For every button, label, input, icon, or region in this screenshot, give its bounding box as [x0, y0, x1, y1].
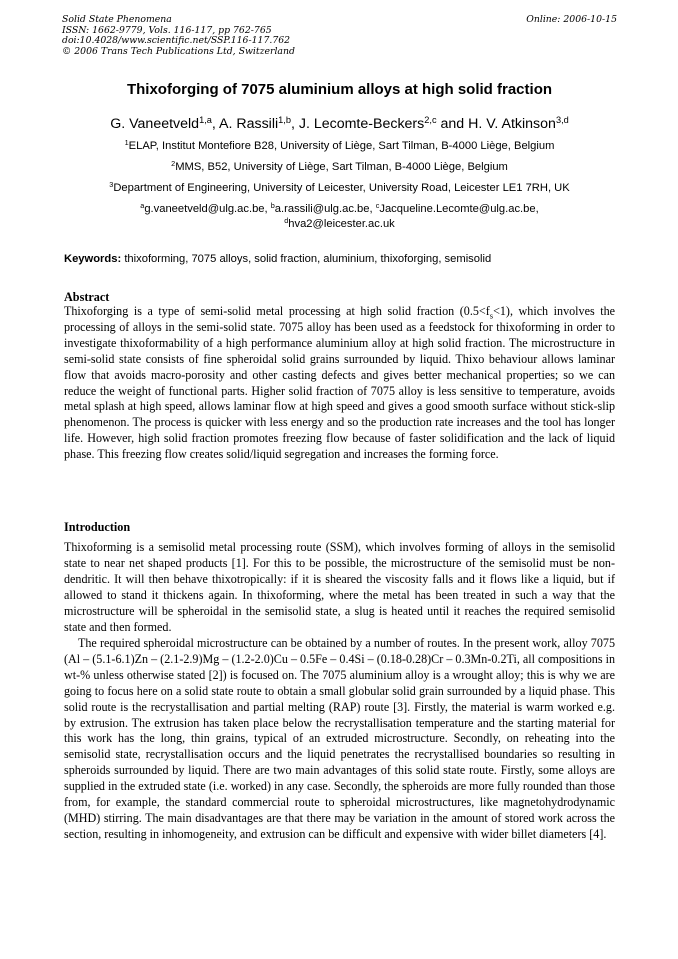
journal-name: Solid State Phenomena	[62, 14, 172, 25]
paper-title: Thixoforging of 7075 aluminium alloys at high solid fraction	[126, 81, 553, 98]
keywords-label: Keywords:	[64, 253, 122, 265]
keywords-line	[64, 252, 617, 266]
fs-subscript: s	[489, 310, 494, 321]
email-address[interactable]: g.vaneetveld@ulg.ac.be,	[144, 203, 271, 215]
email-address[interactable]: Jacqueline.Lecomte@ulg.ac.be,	[379, 203, 539, 215]
email-address[interactable]: a.rassili@ulg.ac.be,	[274, 203, 376, 215]
introduction-heading: Introduction	[64, 520, 131, 534]
author-superscript: 3,d	[555, 114, 569, 125]
abstract-heading: Abstract	[64, 290, 110, 304]
affiliation-text: ELAP, Institut Montefiore B28, University of Liège, Sart Tilman, B-4000 Liège, Belgium	[128, 140, 555, 152]
author-separator: and	[436, 116, 469, 132]
author-separator: ,	[290, 116, 299, 132]
affiliation-3	[62, 181, 617, 195]
affiliation-text: Department of Engineering, University of Leicester, University Road, Leicester LE1 7RH, UK	[113, 182, 570, 194]
affiliation-superscript: 3	[109, 180, 114, 189]
running-header	[62, 15, 617, 57]
author-name: H. V. Atkinson	[468, 116, 556, 132]
affiliation-1	[62, 139, 617, 153]
email-line-1	[62, 202, 617, 216]
copyright-line: © 2006 Trans Tech Publications Ltd, Switzerland	[62, 45, 295, 57]
email-superscript: a	[140, 201, 145, 210]
introduction-paragraph-2: The required spheroidal microstructure can be obtained by a number of routes. In the present work, alloy 7075 (Al – (5.1-6.1)Zn – (2.1-2.9)Mg – (1.2-2.0)Cu – 0.5Fe – 0.4Si – (0.18-0.28)Cr – 0.3Mn-0.2Ti, all compositions in wt-% unless otherwise stated [2]) is focused on. The 7075 aluminium alloy is a wrought alloy; this is why we are going to focus here on a solid state route to obtain a small globular solid grain surrounded by a liquid phase. This solid route is the recrystallisation and partial melting (RAP) route [3]. Firstly, the material is warm worked e.g. by extrusion. The extrusion has taken place below the recrystallisation temperature and the starting material for this work has the long, thin grains, typical of an extruded microstructure. Secondly, on reheating into the semisolid state, recrystallisation occurs and the liquid penetrates the recrystallised boundaries so resulting in spheroids surrounded by liquid. There are two main advantages of this solid state route. Firstly, some alloys are supplied in the extruded state (i.e. worked) in any case. Secondly, the spheroids are more fully rounded than those from, for example, the standard commercial route to spheroidal microstructures, like magnetohydrodynamic (MHD) stirring. The main disadvantages are that there may be variation in the amount of stored work across the section, resulting in inhomogeneity, and extrusion can be difficult and expensive with wider billet diameters [4].	[64, 636, 615, 841]
email-line-2	[62, 217, 617, 231]
keywords-text: thixoforming, 7075 alloys, solid fraction, aluminium, thixoforging, semisolid	[124, 253, 492, 265]
introduction-paragraph-1: Thixoforming is a semisolid metal processing route (SSM), which involves forming of alloys in the semisolid state to near net shaped products [1]. For this to be possible, the microstructure of the semisolid must be non-dendritic. It will then behave thixotropically: if it is sheared the viscosity falls and it flows like a liquid, but if allowed to stand it thickens again. In thixoforming, where the metal has been treated in such a way that the microstructure will be spheroidal in the semisolid state, a slug is heated until it reaches the required semisolid state and then formed.	[64, 540, 615, 634]
author-superscript: 2,c	[424, 114, 437, 125]
affiliation-superscript: 2	[171, 159, 176, 168]
author-superscript: 1,a	[199, 114, 212, 125]
email-superscript: d	[284, 216, 289, 225]
author-name: J. Lecomte-Beckers	[298, 116, 425, 132]
email-address[interactable]: hva2@leicester.ac.uk	[288, 218, 395, 230]
author-name: A. Rassili	[219, 116, 279, 132]
abstract-text	[64, 304, 615, 463]
abstract-text-part: <1), which involves the processing of alloys in the semi-solid state. 7075 alloy has been used as a feedstock for thixoforming in order to investigate thixoformability of a high performance aluminium alloy at high solid fraction. The microstructure in semi-solid state consists of fine spheroidal solid grains surrounded by liquid. Thixo behaviour allows laminar flow that avoids macro-porosity and other casting defects and gives better mechanical properties; so we can reduce the weight of functional parts. Higher solid fraction of 7075 alloy is less sensitive to temperature, avoids metal splash at high speed, allows laminar flow at high speed and gives a good smooth surface without stick-slip phenomenon. The process is quicker with less energy and so the production rate increases and the tool has longer life. However, high solid fraction promotes freezing flow because of faster solidification and the lack of liquid phase. This freezing flow creates solid/liquid segregation and increases the forming force.	[64, 304, 616, 462]
online-date: Online: 2006-10-15	[526, 14, 617, 25]
affiliation-superscript: 1	[124, 138, 129, 147]
affiliation-text: MMS, B52, University of Liège, Sart Tilman, B-4000 Liège, Belgium	[175, 161, 508, 173]
email-superscript: c	[375, 201, 380, 210]
author-separator: ,	[211, 116, 220, 132]
author-superscript: 1,b	[278, 114, 291, 125]
issn-line: ISSN: 1662-9779, Vols. 116-117, pp 762-765	[62, 24, 272, 36]
email-superscript: b	[270, 201, 275, 210]
author-name: G. Vaneetveld	[110, 116, 200, 132]
affiliation-2	[62, 160, 617, 174]
doi-line: doi:10.4028/www.scientific.net/SSP.116-117.762	[62, 35, 291, 47]
author-list	[62, 115, 617, 133]
abstract-text-part: Thixoforging is a type of semi-solid metal processing at high solid fraction (0.5<f	[64, 304, 490, 318]
